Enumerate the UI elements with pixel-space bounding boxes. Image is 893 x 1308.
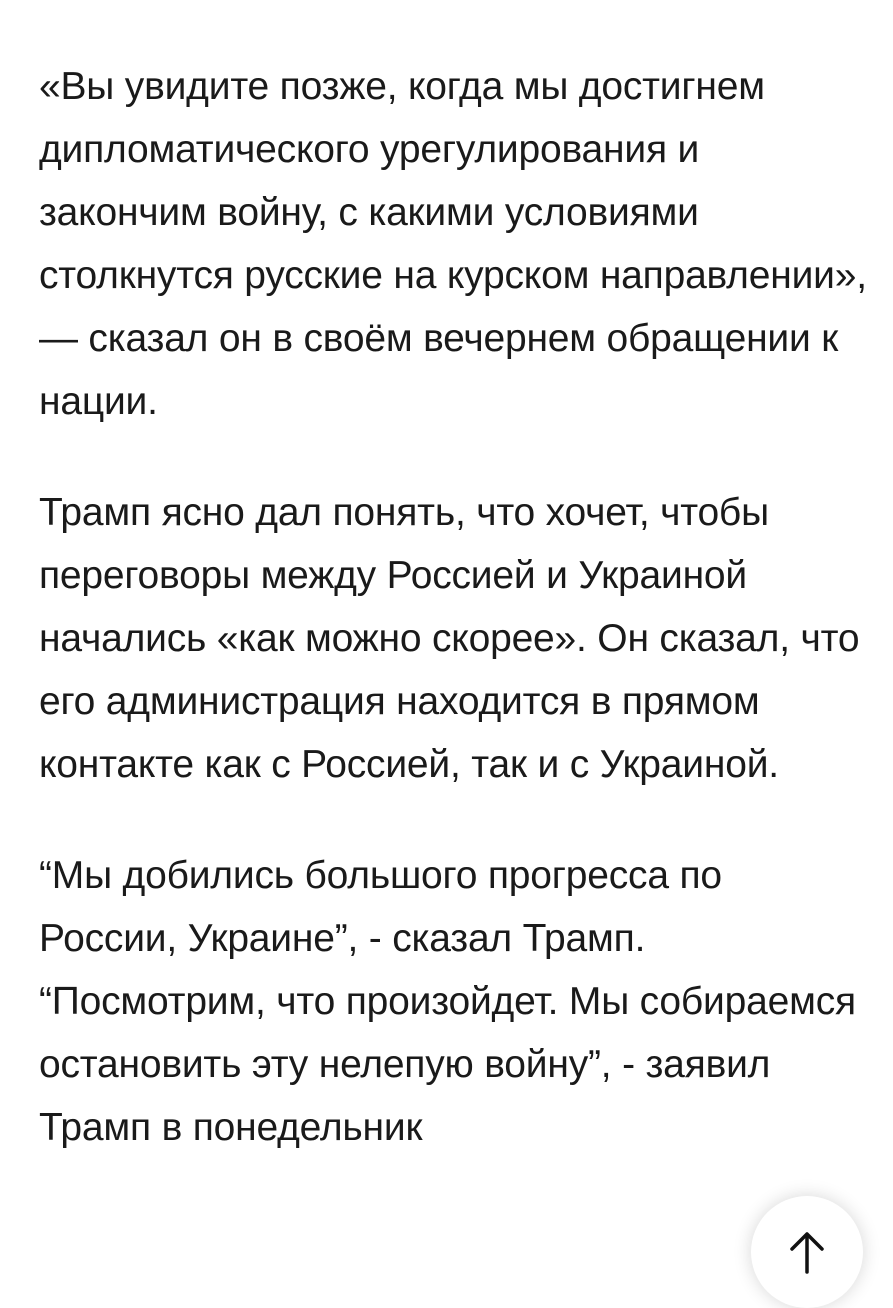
arrow-up-icon — [788, 1230, 826, 1274]
article-paragraph-2: Трамп ясно дал понять, что хочет, чтобы переговоры между Россией и Украиной начались «как можно скорее». Он сказал, что его администрация находится в прямом контакте как с Россией, так и с Украиной. — [39, 491, 860, 786]
article-paragraph-1: «Вы увидите позже, когда мы достигнем дипломатического урегулирования и закончим войну, с какими условиями столкнутся русские на курском направлении», — сказал он в своём вечернем обращении к нации. — [39, 65, 867, 423]
article-paragraph-3: “Мы добились большого прогресса по России, Украине”, - сказал Трамп. “Посмотрим, что произойдет. Мы собираемся остановить эту нелепую войну”, - заявил Трамп в понедельник — [39, 854, 856, 1149]
scroll-to-top-button[interactable] — [751, 1196, 863, 1308]
article-body — [39, 55, 869, 1207]
